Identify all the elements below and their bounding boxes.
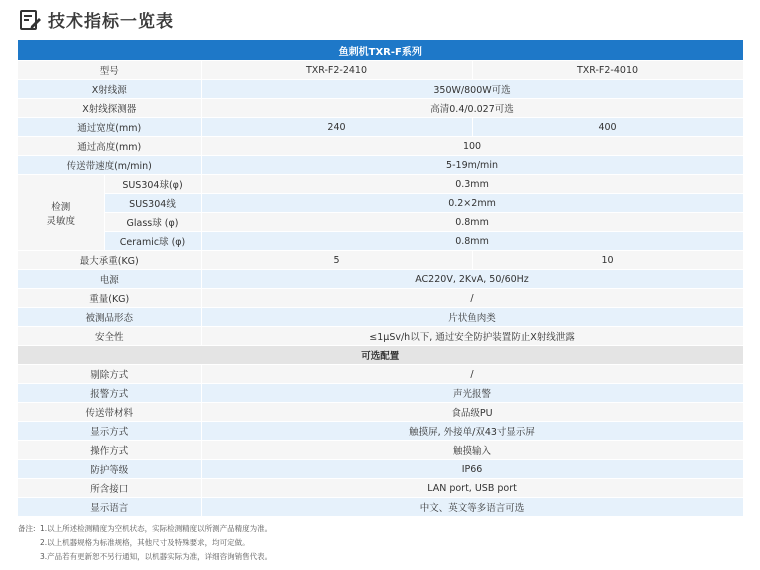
footnote-text: 1.以上所述检测精度为空机状态，实际检测精度以所测产品精度为准。 bbox=[40, 524, 273, 533]
sensitivity-label-line2: 灵敏度 bbox=[46, 215, 75, 227]
sensitivity-item-label: SUS304球(φ) bbox=[104, 175, 201, 194]
spec-table bbox=[18, 40, 744, 517]
table-row bbox=[18, 441, 743, 460]
table-row bbox=[18, 118, 743, 137]
table-title: 鱼刺机TXR-F系列 bbox=[18, 40, 743, 61]
power-value: AC220V, 2KvA, 50/60Hz bbox=[201, 270, 743, 289]
product-form-value: 片状鱼肉类 bbox=[201, 308, 743, 327]
table-row bbox=[18, 327, 743, 346]
sensitivity-item-value: 0.2×2mm bbox=[201, 194, 743, 213]
model-a: TXR-F2-2410 bbox=[201, 61, 472, 80]
table-row bbox=[18, 308, 743, 327]
row-label-safety: 安全性 bbox=[18, 327, 201, 346]
table-row bbox=[18, 194, 743, 213]
option-label: 报警方式 bbox=[18, 384, 201, 403]
row-label-power: 电源 bbox=[18, 270, 201, 289]
table-row bbox=[18, 99, 743, 118]
table-row bbox=[18, 232, 743, 251]
row-label-xray-source: X射线源 bbox=[18, 80, 201, 99]
option-label: 剔除方式 bbox=[18, 365, 201, 384]
options-section-row bbox=[18, 346, 743, 365]
table-row bbox=[18, 422, 743, 441]
sensitivity-item-value: 0.3mm bbox=[201, 175, 743, 194]
option-value: / bbox=[201, 365, 743, 384]
page-heading bbox=[18, 7, 174, 32]
option-label: 显示语言 bbox=[18, 498, 201, 517]
option-value: IP66 bbox=[201, 460, 743, 479]
table-row bbox=[18, 156, 743, 175]
row-label-width: 通过宽度(mm) bbox=[18, 118, 201, 137]
row-label-max-load: 最大承重(KG) bbox=[18, 251, 201, 270]
option-label: 传送带材料 bbox=[18, 403, 201, 422]
max-load-b: 10 bbox=[472, 251, 743, 270]
table-banner-row bbox=[18, 40, 743, 61]
option-value: 中文、英文等多语言可选 bbox=[201, 498, 743, 517]
table-row bbox=[18, 175, 743, 194]
model-b: TXR-F2-4010 bbox=[472, 61, 743, 80]
options-section-title: 可选配置 bbox=[18, 346, 743, 365]
safety-value: ≤1μSv/h以下, 通过安全防护装置防止X射线泄露 bbox=[201, 327, 743, 346]
option-value: 触摸输入 bbox=[201, 441, 743, 460]
option-label: 防护等级 bbox=[18, 460, 201, 479]
row-label-weight: 重量(KG) bbox=[18, 289, 201, 308]
sensitivity-item-label: SUS304线 bbox=[104, 194, 201, 213]
option-label: 显示方式 bbox=[18, 422, 201, 441]
sensitivity-label-line1: 检测 bbox=[51, 201, 71, 213]
detector-value: 高清0.4/0.027可选 bbox=[201, 99, 743, 118]
row-label-height: 通过高度(mm) bbox=[18, 137, 201, 156]
max-load-a: 5 bbox=[201, 251, 472, 270]
option-label: 操作方式 bbox=[18, 441, 201, 460]
table-row bbox=[18, 80, 743, 99]
table-row bbox=[18, 460, 743, 479]
table-row bbox=[18, 384, 743, 403]
table-row bbox=[18, 213, 743, 232]
table-row bbox=[18, 365, 743, 384]
row-label-belt-speed: 传送带速度(m/min) bbox=[18, 156, 201, 175]
option-value: LAN port, USB port bbox=[201, 479, 743, 498]
table-row bbox=[18, 251, 743, 270]
row-label-detector: X射线探测器 bbox=[18, 99, 201, 118]
footnotes bbox=[18, 522, 272, 564]
weight-value: / bbox=[201, 289, 743, 308]
xray-source-value: 350W/800W可选 bbox=[201, 80, 743, 99]
footnote-text: 3.产品若有更新恕不另行通知，以机器实际为准，详细咨询销售代表。 bbox=[40, 552, 273, 561]
footnote-line bbox=[18, 522, 272, 536]
footnote-prefix: 备注: bbox=[18, 524, 36, 533]
row-label-product-form: 被测品形态 bbox=[18, 308, 201, 327]
footnote-line bbox=[18, 536, 272, 550]
table-row bbox=[18, 403, 743, 422]
table-row bbox=[18, 270, 743, 289]
option-value: 触摸屏, 外接单/双43寸显示屏 bbox=[201, 422, 743, 441]
belt-speed-value: 5-19m/min bbox=[201, 156, 743, 175]
edit-document-icon bbox=[18, 8, 42, 32]
page-title: 技术指标一览表 bbox=[48, 12, 174, 32]
row-label-sensitivity bbox=[18, 175, 104, 251]
table-row bbox=[18, 479, 743, 498]
height-value: 100 bbox=[201, 137, 743, 156]
row-label-model: 型号 bbox=[18, 61, 201, 80]
width-a: 240 bbox=[201, 118, 472, 137]
sensitivity-item-label: Ceramic球 (φ) bbox=[104, 232, 201, 251]
footnote-line bbox=[18, 550, 272, 564]
width-b: 400 bbox=[472, 118, 743, 137]
footnote-text: 2.以上机器规格为标准规格，其他尺寸及特殊要求，均可定做。 bbox=[40, 538, 250, 547]
option-value: 声光报警 bbox=[201, 384, 743, 403]
option-label: 所含接口 bbox=[18, 479, 201, 498]
sensitivity-item-label: Glass球 (φ) bbox=[104, 213, 201, 232]
table-row bbox=[18, 61, 743, 80]
sensitivity-item-value: 0.8mm bbox=[201, 232, 743, 251]
table-row bbox=[18, 289, 743, 308]
sensitivity-item-value: 0.8mm bbox=[201, 213, 743, 232]
option-value: 食品级PU bbox=[201, 403, 743, 422]
table-row bbox=[18, 498, 743, 517]
table-row bbox=[18, 137, 743, 156]
